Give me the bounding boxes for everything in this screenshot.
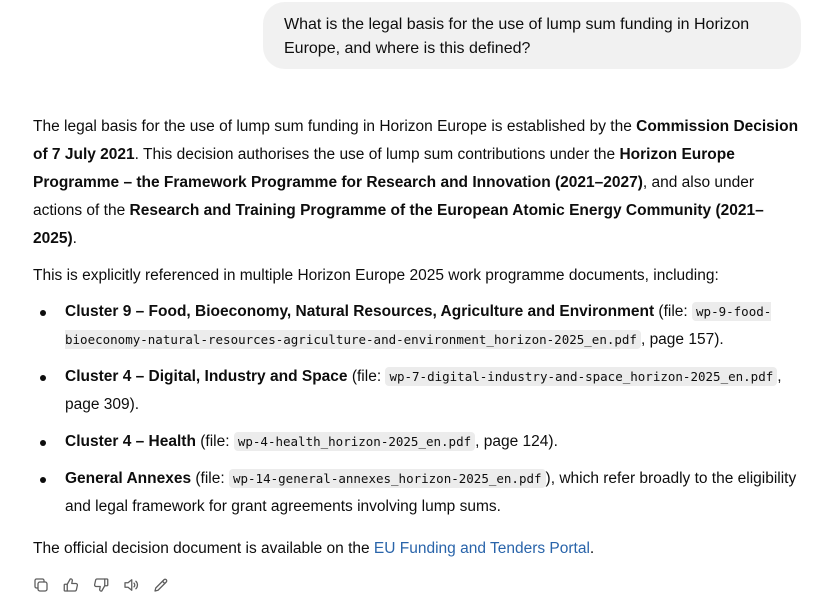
text-segment: , page 157). xyxy=(640,331,724,348)
list-item-title: Cluster 4 – Digital, Industry and Space xyxy=(65,368,348,385)
file-name-code: wp-7-digital-industry-and-space_horizon-2025_en.pdf xyxy=(385,367,777,386)
text-segment: . This decision authorises the use of lump sum contributions under the xyxy=(134,146,620,163)
message-actions-bar xyxy=(32,576,170,594)
good-response-button[interactable] xyxy=(62,576,80,594)
text-segment: . xyxy=(72,230,77,247)
user-message-text: What is the legal basis for the use of lump sum funding in Horizon Europe, and where is this defined? xyxy=(284,16,750,57)
text-segment: (file: xyxy=(654,303,693,320)
bad-response-button[interactable] xyxy=(92,576,110,594)
text-segment: , and also under actions of the xyxy=(33,174,755,219)
list-item xyxy=(33,298,805,354)
edit-icon xyxy=(152,576,170,594)
bullet-icon xyxy=(40,440,46,446)
text-segment: (file: xyxy=(195,433,234,450)
bullet-icon xyxy=(40,477,46,483)
list-item xyxy=(33,428,805,456)
thumbs-down-icon xyxy=(92,576,110,594)
copy-icon xyxy=(32,576,50,594)
horizon-europe-programme-bold: Horizon Europe Programme – the Framework Programme for Research and Innovation (2021–2027) xyxy=(33,146,735,191)
read-aloud-button[interactable] xyxy=(122,576,140,594)
commission-decision-bold: Commission Decision of 7 July 2021 xyxy=(33,118,799,163)
file-name-code: wp-4-health_horizon-2025_en.pdf xyxy=(234,432,475,451)
list-item xyxy=(33,363,805,419)
assistant-response xyxy=(33,113,805,563)
list-item xyxy=(33,465,805,521)
bullet-icon xyxy=(40,375,46,381)
read-aloud-icon xyxy=(122,576,140,594)
list-item-title: Cluster 9 – Food, Bioeconomy, Natural Resources, Agriculture and Environment xyxy=(65,303,655,320)
text-segment: (file: xyxy=(347,368,386,385)
text-segment: , page 124). xyxy=(475,433,558,450)
thumbs-up-icon xyxy=(62,576,80,594)
list-item-title: Cluster 4 – Health xyxy=(65,433,196,450)
file-name-code: wp-14-general-annexes_horizon-2025_en.pdf xyxy=(229,469,546,488)
text-segment: The official decision document is available on the xyxy=(33,540,374,557)
copy-button[interactable] xyxy=(32,576,50,594)
text-segment: , page 309). xyxy=(65,368,782,413)
edit-button[interactable] xyxy=(152,576,170,594)
work-programme-list xyxy=(33,298,805,521)
legal-basis-paragraph xyxy=(33,113,805,253)
text-segment: . xyxy=(589,540,595,557)
text-segment: ), which refer broadly to the eligibility and legal framework for grant agreements involving lump sums. xyxy=(65,470,797,515)
portal-link[interactable]: EU Funding and Tenders Portal xyxy=(373,540,590,557)
closing-paragraph xyxy=(33,535,805,563)
file-name-code: wp-9-food-bioeconomy-natural-resources-agriculture-and-environment_horizon-2025_en.pdf xyxy=(65,304,772,347)
bullet-icon xyxy=(40,310,46,316)
list-item-title: General Annexes xyxy=(65,470,192,487)
text-segment: (file: xyxy=(191,470,229,487)
user-message-bubble xyxy=(263,2,801,69)
text-segment: The legal basis for the use of lump sum funding in Horizon Europe is established by the xyxy=(33,118,637,135)
references-intro-paragraph: This is explicitly referenced in multiple Horizon Europe 2025 work programme documents, including: xyxy=(33,267,719,284)
euratom-programme-bold: Research and Training Programme of the European Atomic Energy Community (2021–2025) xyxy=(33,202,764,247)
